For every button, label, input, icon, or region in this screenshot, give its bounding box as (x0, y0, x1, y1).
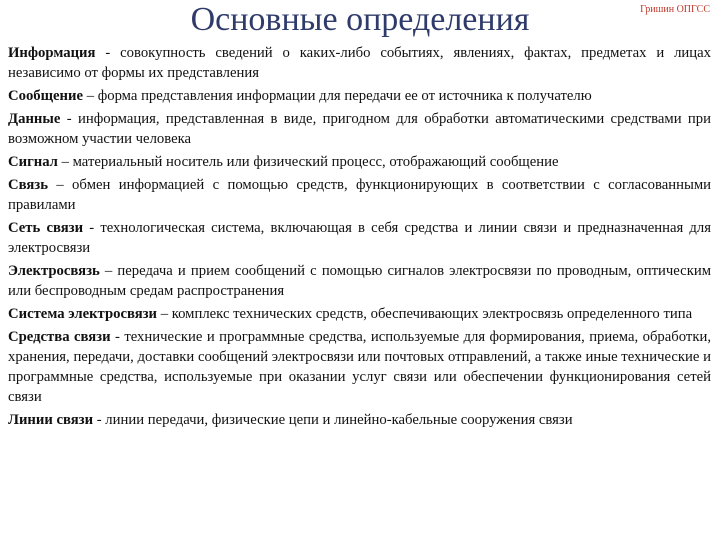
definition-term: Сеть связи (8, 220, 84, 236)
definition-term: Связь (8, 177, 48, 193)
definition-item (8, 109, 711, 149)
slide-title: Основные определения (190, 1, 530, 38)
definition-item (8, 152, 711, 172)
definition-term: Линии связи (8, 412, 94, 428)
definition-text: - информация, представленная в виде, пригодном для обработки автоматическими средствами при возможном участии человека (8, 111, 711, 147)
definition-term: Данные (8, 111, 61, 127)
definition-term: Средства связи (8, 329, 111, 345)
definition-text: - линии передачи, физические цепи и линейно-кабельные сооружения связи (93, 412, 573, 428)
definition-text: - совокупность сведений о каких-либо событиях, явлениях, фактах, предметах и лицах независимо от формы их представления (8, 45, 711, 81)
definition-term: Информация (8, 45, 96, 61)
definition-item (8, 261, 711, 301)
header-note: Гришин ОПГСС (640, 4, 710, 15)
definition-term: Сигнал (8, 154, 58, 170)
definition-item (8, 327, 711, 407)
definition-text: – форма представления информации для передачи ее от источника к получателю (83, 88, 592, 104)
definition-text: – материальный носитель или физический процесс, отображающий сообщение (57, 154, 559, 170)
definitions-list (8, 43, 711, 433)
definition-text: - технические и программные средства, используемые для формирования, приема, обработки, хранения, передачи, доставки сообщений электросвязи или почтовых отправлений, а также иные технические и программные средства, используемые при оказании услуг связи или обеспечении функционирования сетей связи (8, 329, 711, 405)
definition-text: – передача и прием сообщений с помощью сигналов электросвязи по проводным, оптическим или беспроводным средам распространения (8, 263, 711, 299)
definition-item (8, 43, 711, 83)
definition-text: – обмен информацией с помощью средств, функционирующих в соответствии с согласованными правилами (8, 177, 711, 213)
definition-item (8, 410, 711, 430)
definition-item (8, 86, 711, 106)
definition-item (8, 175, 711, 215)
definition-item (8, 218, 711, 258)
definition-term: Электросвязь (8, 263, 100, 279)
definition-term: Сообщение (8, 88, 84, 104)
definition-text: – комплекс технических средств, обеспечивающих электросвязь определенного типа (157, 306, 693, 322)
definition-text: - технологическая система, включающая в себя средства и линии связи и предназначенная для электросвязи (8, 220, 711, 256)
definition-term: Система электросвязи (8, 306, 158, 322)
definition-item (8, 304, 711, 324)
